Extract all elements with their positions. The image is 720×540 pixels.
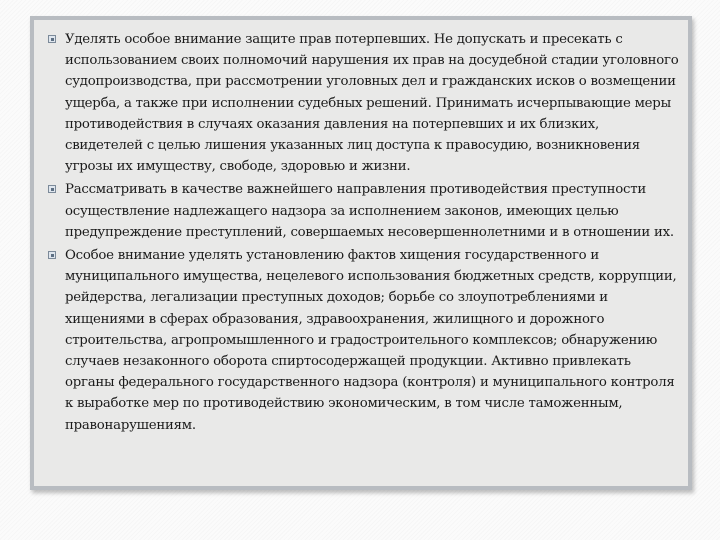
bullet-item-1 <box>48 29 680 177</box>
bullet-text-2: Рассматривать в качестве важнейшего направления противодействия преступности осуществление надлежащего надзора за исполнением законов, имеющих целью предупреждение преступлений, совершаемых несовершеннолетними и в отношении их. <box>65 182 674 240</box>
bullet-list <box>48 29 680 438</box>
bullet-text-3: Особое внимание уделять установлению фактов хищения государственного и муниципального имущества, нецелевого использования бюджетных средств, коррупции, рейдерства, легализации преступных доходов; борьбе со злоупотреблениями и хищениями в сферах образования, здравоохранения, жилищного и дорожного строительства, агропромышленного и градостроительного комплексов; обнаружению случаев незаконного оборота спиртосодержащей продукции. Активно привлекать органы федерального государственного надзора (контроля) и муниципального контроля к выработке мер по противодействию экономическим, в том числе таможенным, правонарушениям. <box>65 248 677 433</box>
square-bullet-icon <box>48 251 56 259</box>
square-bullet-icon <box>48 185 56 193</box>
bullet-item-2 <box>48 179 680 243</box>
square-bullet-icon <box>48 35 56 43</box>
bullet-text-1: Уделять особое внимание защите прав потерпевших. Не допускать и пресекать с использованием своих полномочий нарушения их прав на досудебной стадии уголовного судопроизводства, при рассмотрении уголовных дел и гражданских исков о возмещении ущерба, а также при исполнении судебных решений. Принимать исчерпывающие меры противодействия в случаях оказания давления на потерпевших и их близких, свидетелей с целью лишения указанных лиц доступа к правосудию, возникновения угрозы их имуществу, свободе, здоровью и жизни. <box>65 32 679 175</box>
bullet-item-3 <box>48 245 680 436</box>
content-frame <box>30 16 692 490</box>
